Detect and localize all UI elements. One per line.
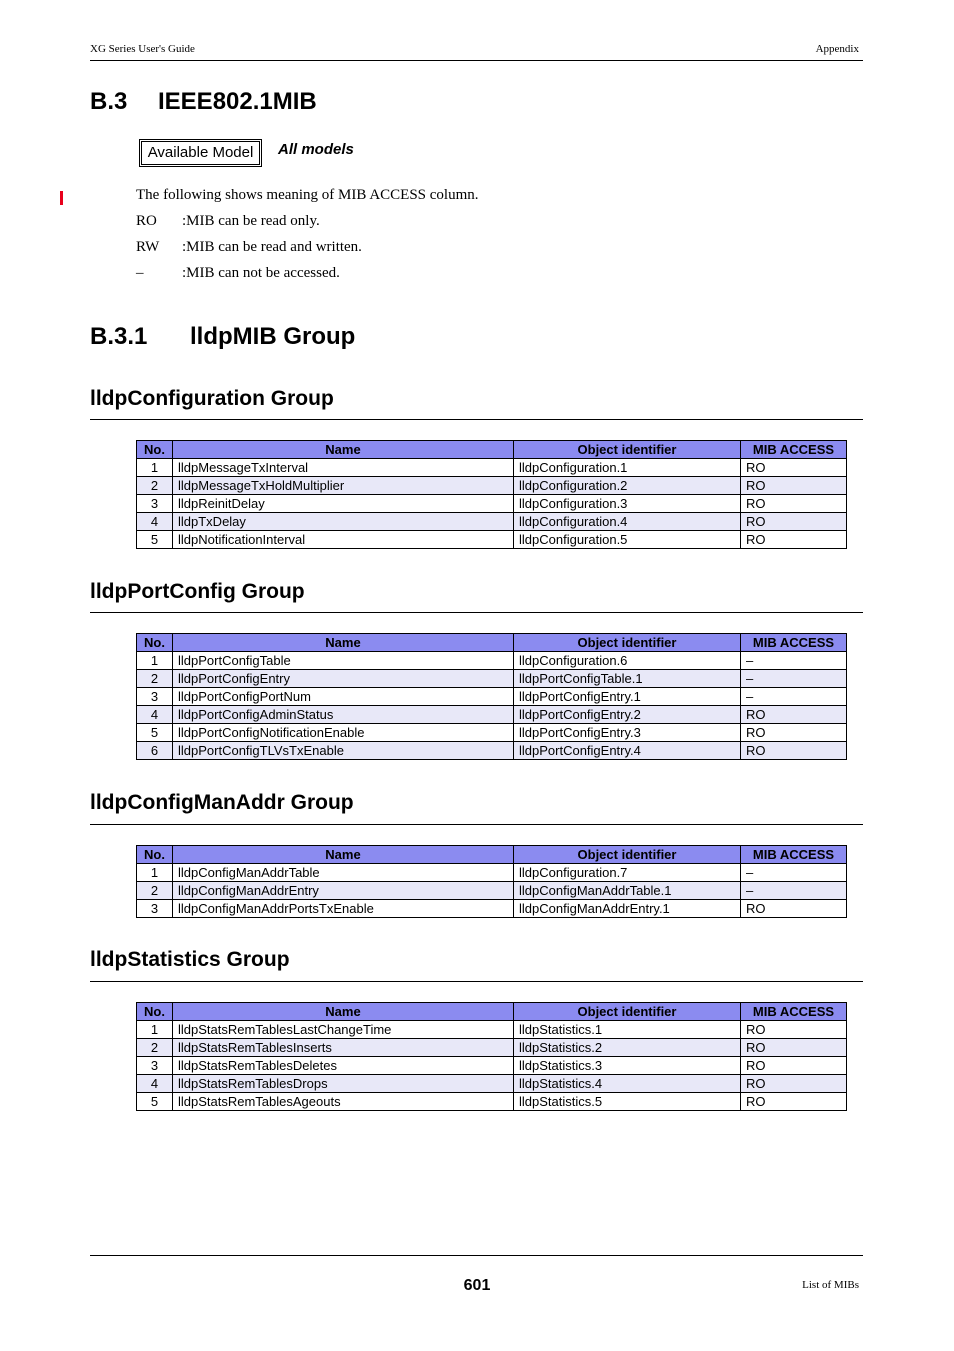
section-number: B.3 <box>90 88 128 115</box>
cell-name: lldpStatsRemTablesLastChangeTime <box>173 1021 514 1039</box>
mib-table <box>136 845 847 918</box>
cell-name: lldpPortConfigTable <box>173 652 514 670</box>
cell-no: 2 <box>137 670 173 688</box>
table-row <box>137 882 847 900</box>
mib-table <box>136 1002 847 1111</box>
cell-access: – <box>741 670 847 688</box>
running-header-left: XG Series User's Guide <box>90 43 195 55</box>
col-header-no: No. <box>137 846 173 864</box>
cell-no: 1 <box>137 864 173 882</box>
cell-name: lldpMessageTxHoldMultiplier <box>173 477 514 495</box>
cell-oid: lldpStatistics.3 <box>514 1057 741 1075</box>
cell-no: 3 <box>137 900 173 918</box>
cell-name: lldpStatsRemTablesDrops <box>173 1075 514 1093</box>
cell-name: lldpReinitDelay <box>173 495 514 513</box>
cell-access: – <box>741 882 847 900</box>
cell-access: RO <box>741 495 847 513</box>
cell-oid: lldpStatistics.2 <box>514 1039 741 1057</box>
cell-no: 2 <box>137 882 173 900</box>
available-model-label: Available Model <box>139 139 262 167</box>
cell-no: 1 <box>137 1021 173 1039</box>
access-code-desc: :MIB can not be accessed. <box>182 265 340 281</box>
table-row <box>137 459 847 477</box>
cell-no: 5 <box>137 1093 173 1111</box>
table-row <box>137 531 847 549</box>
cell-oid: lldpPortConfigEntry.3 <box>514 724 741 742</box>
cell-access: RO <box>741 1039 847 1057</box>
col-header-access: MIB ACCESS <box>741 846 847 864</box>
table-row <box>137 706 847 724</box>
cell-no: 6 <box>137 742 173 760</box>
cell-name: lldpPortConfigPortNum <box>173 688 514 706</box>
table-row <box>137 688 847 706</box>
cell-name: lldpPortConfigNotificationEnable <box>173 724 514 742</box>
cell-oid: lldpConfiguration.5 <box>514 531 741 549</box>
group-rule <box>90 981 863 982</box>
group-heading: lldpPortConfig Group <box>90 580 305 603</box>
subsection-number: B.3.1 <box>90 323 148 350</box>
cell-access: RO <box>741 742 847 760</box>
cell-name: lldpPortConfigAdminStatus <box>173 706 514 724</box>
subsection-title: lldpMIB Group <box>190 323 356 350</box>
access-code: – <box>136 265 144 281</box>
cell-no: 2 <box>137 1039 173 1057</box>
cell-oid: lldpPortConfigTable.1 <box>514 670 741 688</box>
cell-oid: lldpConfiguration.4 <box>514 513 741 531</box>
cell-no: 4 <box>137 1075 173 1093</box>
access-code: RW <box>136 239 160 255</box>
table-row <box>137 477 847 495</box>
cell-access: RO <box>741 1093 847 1111</box>
col-header-no: No. <box>137 441 173 459</box>
available-model-value: All models <box>278 141 354 158</box>
cell-access: RO <box>741 1057 847 1075</box>
cell-name: lldpConfigManAddrPortsTxEnable <box>173 900 514 918</box>
group-heading: lldpStatistics Group <box>90 948 290 971</box>
cell-access: RO <box>741 513 847 531</box>
table-row <box>137 1075 847 1093</box>
cell-oid: lldpConfiguration.6 <box>514 652 741 670</box>
cell-access: RO <box>741 900 847 918</box>
col-header-name: Name <box>173 634 514 652</box>
table-row <box>137 495 847 513</box>
col-header-access: MIB ACCESS <box>741 634 847 652</box>
table-row <box>137 724 847 742</box>
col-header-name: Name <box>173 1003 514 1021</box>
cell-oid: lldpPortConfigEntry.4 <box>514 742 741 760</box>
group-rule <box>90 419 863 420</box>
cell-no: 3 <box>137 1057 173 1075</box>
col-header-no: No. <box>137 634 173 652</box>
cell-name: lldpTxDelay <box>173 513 514 531</box>
cell-no: 2 <box>137 477 173 495</box>
change-bar <box>60 191 63 205</box>
cell-oid: lldpStatistics.1 <box>514 1021 741 1039</box>
table-row <box>137 1021 847 1039</box>
cell-name: lldpStatsRemTablesDeletes <box>173 1057 514 1075</box>
section-title: IEEE802.1MIB <box>158 88 317 115</box>
cell-oid: lldpStatistics.4 <box>514 1075 741 1093</box>
table-row <box>137 652 847 670</box>
group-rule <box>90 612 863 613</box>
cell-no: 5 <box>137 724 173 742</box>
table-row <box>137 1039 847 1057</box>
header-rule <box>90 60 863 61</box>
col-header-no: No. <box>137 1003 173 1021</box>
cell-oid: lldpPortConfigEntry.1 <box>514 688 741 706</box>
cell-oid: lldpPortConfigEntry.2 <box>514 706 741 724</box>
subsection-heading <box>90 323 355 351</box>
cell-name: lldpConfigManAddrEntry <box>173 882 514 900</box>
access-code-desc: :MIB can be read only. <box>182 213 320 229</box>
cell-oid: lldpConfigManAddrEntry.1 <box>514 900 741 918</box>
cell-no: 4 <box>137 513 173 531</box>
cell-access: RO <box>741 531 847 549</box>
access-code: RO <box>136 213 157 229</box>
col-header-oid: Object identifier <box>514 846 741 864</box>
table-row <box>137 1093 847 1111</box>
cell-oid: lldpConfigManAddrTable.1 <box>514 882 741 900</box>
cell-access: RO <box>741 1075 847 1093</box>
cell-no: 3 <box>137 495 173 513</box>
col-header-name: Name <box>173 441 514 459</box>
cell-no: 5 <box>137 531 173 549</box>
access-code-row <box>136 239 362 256</box>
col-header-access: MIB ACCESS <box>741 441 847 459</box>
cell-oid: lldpConfiguration.3 <box>514 495 741 513</box>
cell-name: lldpNotificationInterval <box>173 531 514 549</box>
table-row <box>137 1057 847 1075</box>
section-heading <box>90 88 317 116</box>
cell-no: 1 <box>137 652 173 670</box>
access-code-row <box>136 213 320 230</box>
access-code-desc: :MIB can be read and written. <box>182 239 362 255</box>
access-code-row <box>136 265 340 282</box>
intro-text: The following shows meaning of MIB ACCESS column. <box>136 187 479 203</box>
cell-name: lldpStatsRemTablesInserts <box>173 1039 514 1057</box>
col-header-oid: Object identifier <box>514 441 741 459</box>
cell-access: – <box>741 864 847 882</box>
cell-oid: lldpConfiguration.7 <box>514 864 741 882</box>
mib-table <box>136 633 847 760</box>
group-heading: lldpConfiguration Group <box>90 387 334 410</box>
mib-table <box>136 440 847 549</box>
cell-name: lldpConfigManAddrTable <box>173 864 514 882</box>
table-row <box>137 864 847 882</box>
running-footer-right: List of MIBs <box>802 1279 859 1291</box>
table-row <box>137 670 847 688</box>
cell-access: RO <box>741 459 847 477</box>
running-header-right: Appendix <box>815 43 859 55</box>
col-header-access: MIB ACCESS <box>741 1003 847 1021</box>
cell-no: 1 <box>137 459 173 477</box>
cell-no: 3 <box>137 688 173 706</box>
group-heading: lldpConfigManAddr Group <box>90 791 354 814</box>
table-row <box>137 513 847 531</box>
col-header-oid: Object identifier <box>514 634 741 652</box>
page-number: 601 <box>463 1277 491 1294</box>
cell-oid: lldpConfiguration.1 <box>514 459 741 477</box>
group-rule <box>90 824 863 825</box>
cell-name: lldpStatsRemTablesAgeouts <box>173 1093 514 1111</box>
cell-access: RO <box>741 477 847 495</box>
cell-access: – <box>741 652 847 670</box>
cell-name: lldpPortConfigTLVsTxEnable <box>173 742 514 760</box>
cell-access: RO <box>741 1021 847 1039</box>
footer-rule <box>90 1255 863 1256</box>
cell-oid: lldpConfiguration.2 <box>514 477 741 495</box>
cell-name: lldpMessageTxInterval <box>173 459 514 477</box>
cell-name: lldpPortConfigEntry <box>173 670 514 688</box>
cell-access: – <box>741 688 847 706</box>
table-row <box>137 900 847 918</box>
col-header-name: Name <box>173 846 514 864</box>
cell-access: RO <box>741 706 847 724</box>
cell-no: 4 <box>137 706 173 724</box>
col-header-oid: Object identifier <box>514 1003 741 1021</box>
table-row <box>137 742 847 760</box>
cell-oid: lldpStatistics.5 <box>514 1093 741 1111</box>
cell-access: RO <box>741 724 847 742</box>
